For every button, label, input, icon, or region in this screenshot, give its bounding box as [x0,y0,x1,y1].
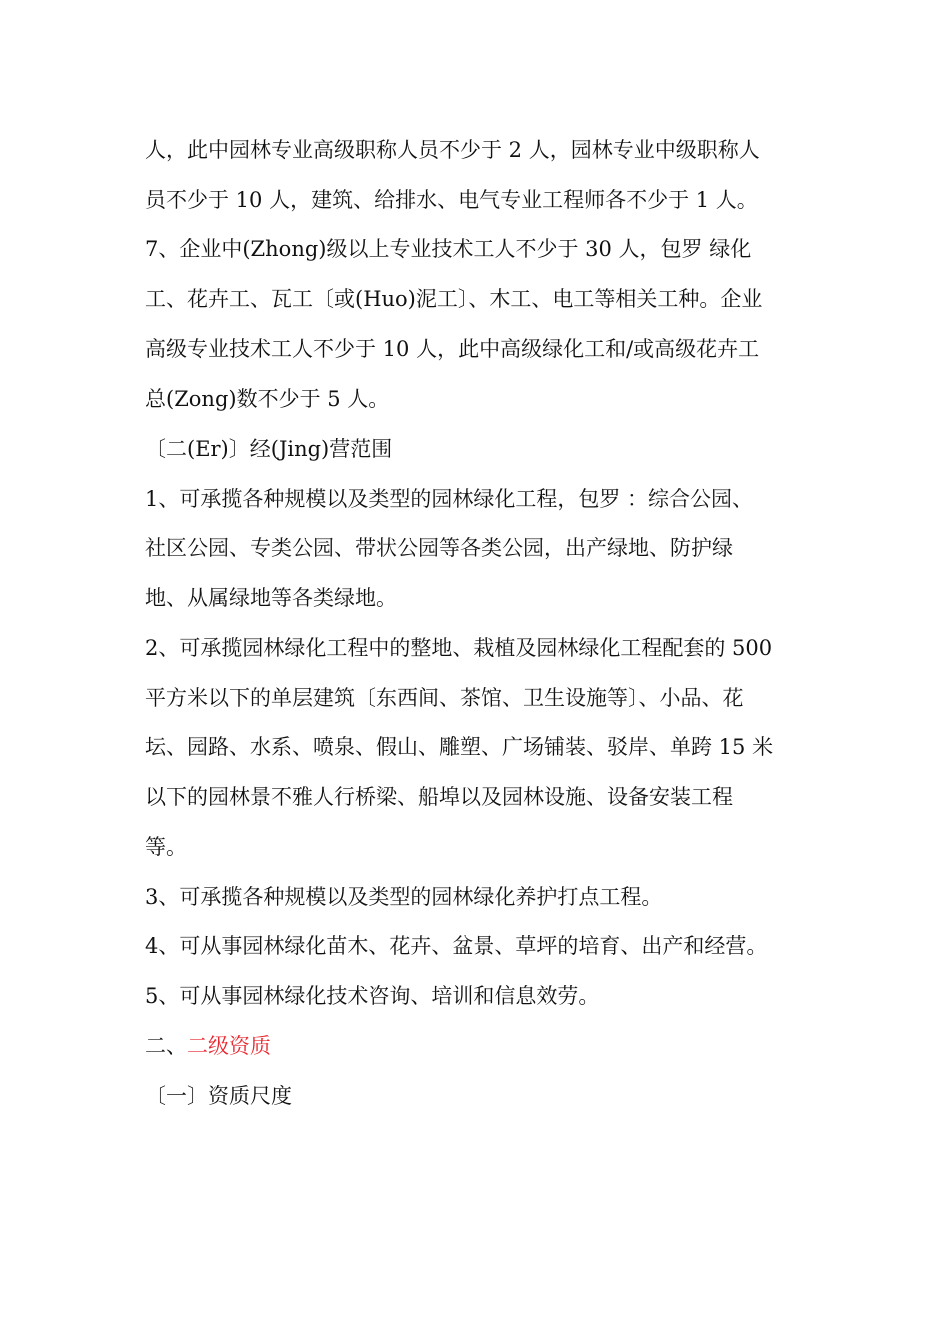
section-heading: 〔二(Er)〕经(Jing)营范围 [145,437,393,461]
paragraph-line: 3、可承揽各种规模以及类型的园林绿化养护打点工程。 [145,885,663,909]
paragraph-line: 人，此中园林专业高级职称人员不少于 2 人，园林专业中级职称人 [145,138,760,162]
paragraph-line: 高级专业技术工人不少于 10 人，此中高级绿化工和/或高级花卉工 [145,337,760,361]
paragraph-line: 总(Zong)数不少于 5 人。 [145,387,390,411]
paragraph-line: 2、可承揽园林绿化工程中的整地、栽植及园林绿化工程配套的 500 [145,636,773,660]
paragraph-line: 1、可承揽各种规模以及类型的园林绿化工程，包罗 ：综合公园、 [145,487,754,511]
paragraph-line: 员不少于 10 人，建筑、给排水、电气专业工程师各不少于 1 人。 [145,188,758,212]
section-two-prefix: 二、 [145,1034,187,1058]
paragraph-line: 4、可从事园林绿化苗木、花卉、盆景、草坪的培育、出产和经营。 [145,934,768,958]
paragraph-line: 平方米以下的单层建筑〔东西间、茶馆、卫生设施等〕、小品、花 [145,686,744,710]
paragraph-line: 坛、园路、水系、喷泉、假山、雕塑、广场铺装、驳岸、单跨 15 米 [145,735,774,759]
paragraph-line: 以下的园林景不雅人行桥梁、船埠以及园林设施、设备安装工程 [145,785,733,809]
paragraph-line: 5、可从事园林绿化技术咨询、培训和信息效劳。 [145,984,600,1008]
section-two-title: 二级资质 [187,1034,271,1058]
paragraph-line: 工、花卉工、瓦工〔或(Huo)泥工〕、木工、电工等相关工种。企业 [145,287,763,311]
section-two-heading [145,1026,825,1066]
paragraph-line: 地、从属绿地等各类绿地。 [145,586,397,610]
subsection-heading: 〔一〕资质尺度 [145,1084,292,1108]
paragraph-line: 7、企业中(Zhong)级以上专业技术工人不少于 30 人，包罗 绿化 [145,237,752,261]
paragraph-line: 社区公园、专类公园、带状公园等各类公园，出产绿地、防护绿 [145,536,733,560]
paragraph-line: 等。 [145,835,187,859]
